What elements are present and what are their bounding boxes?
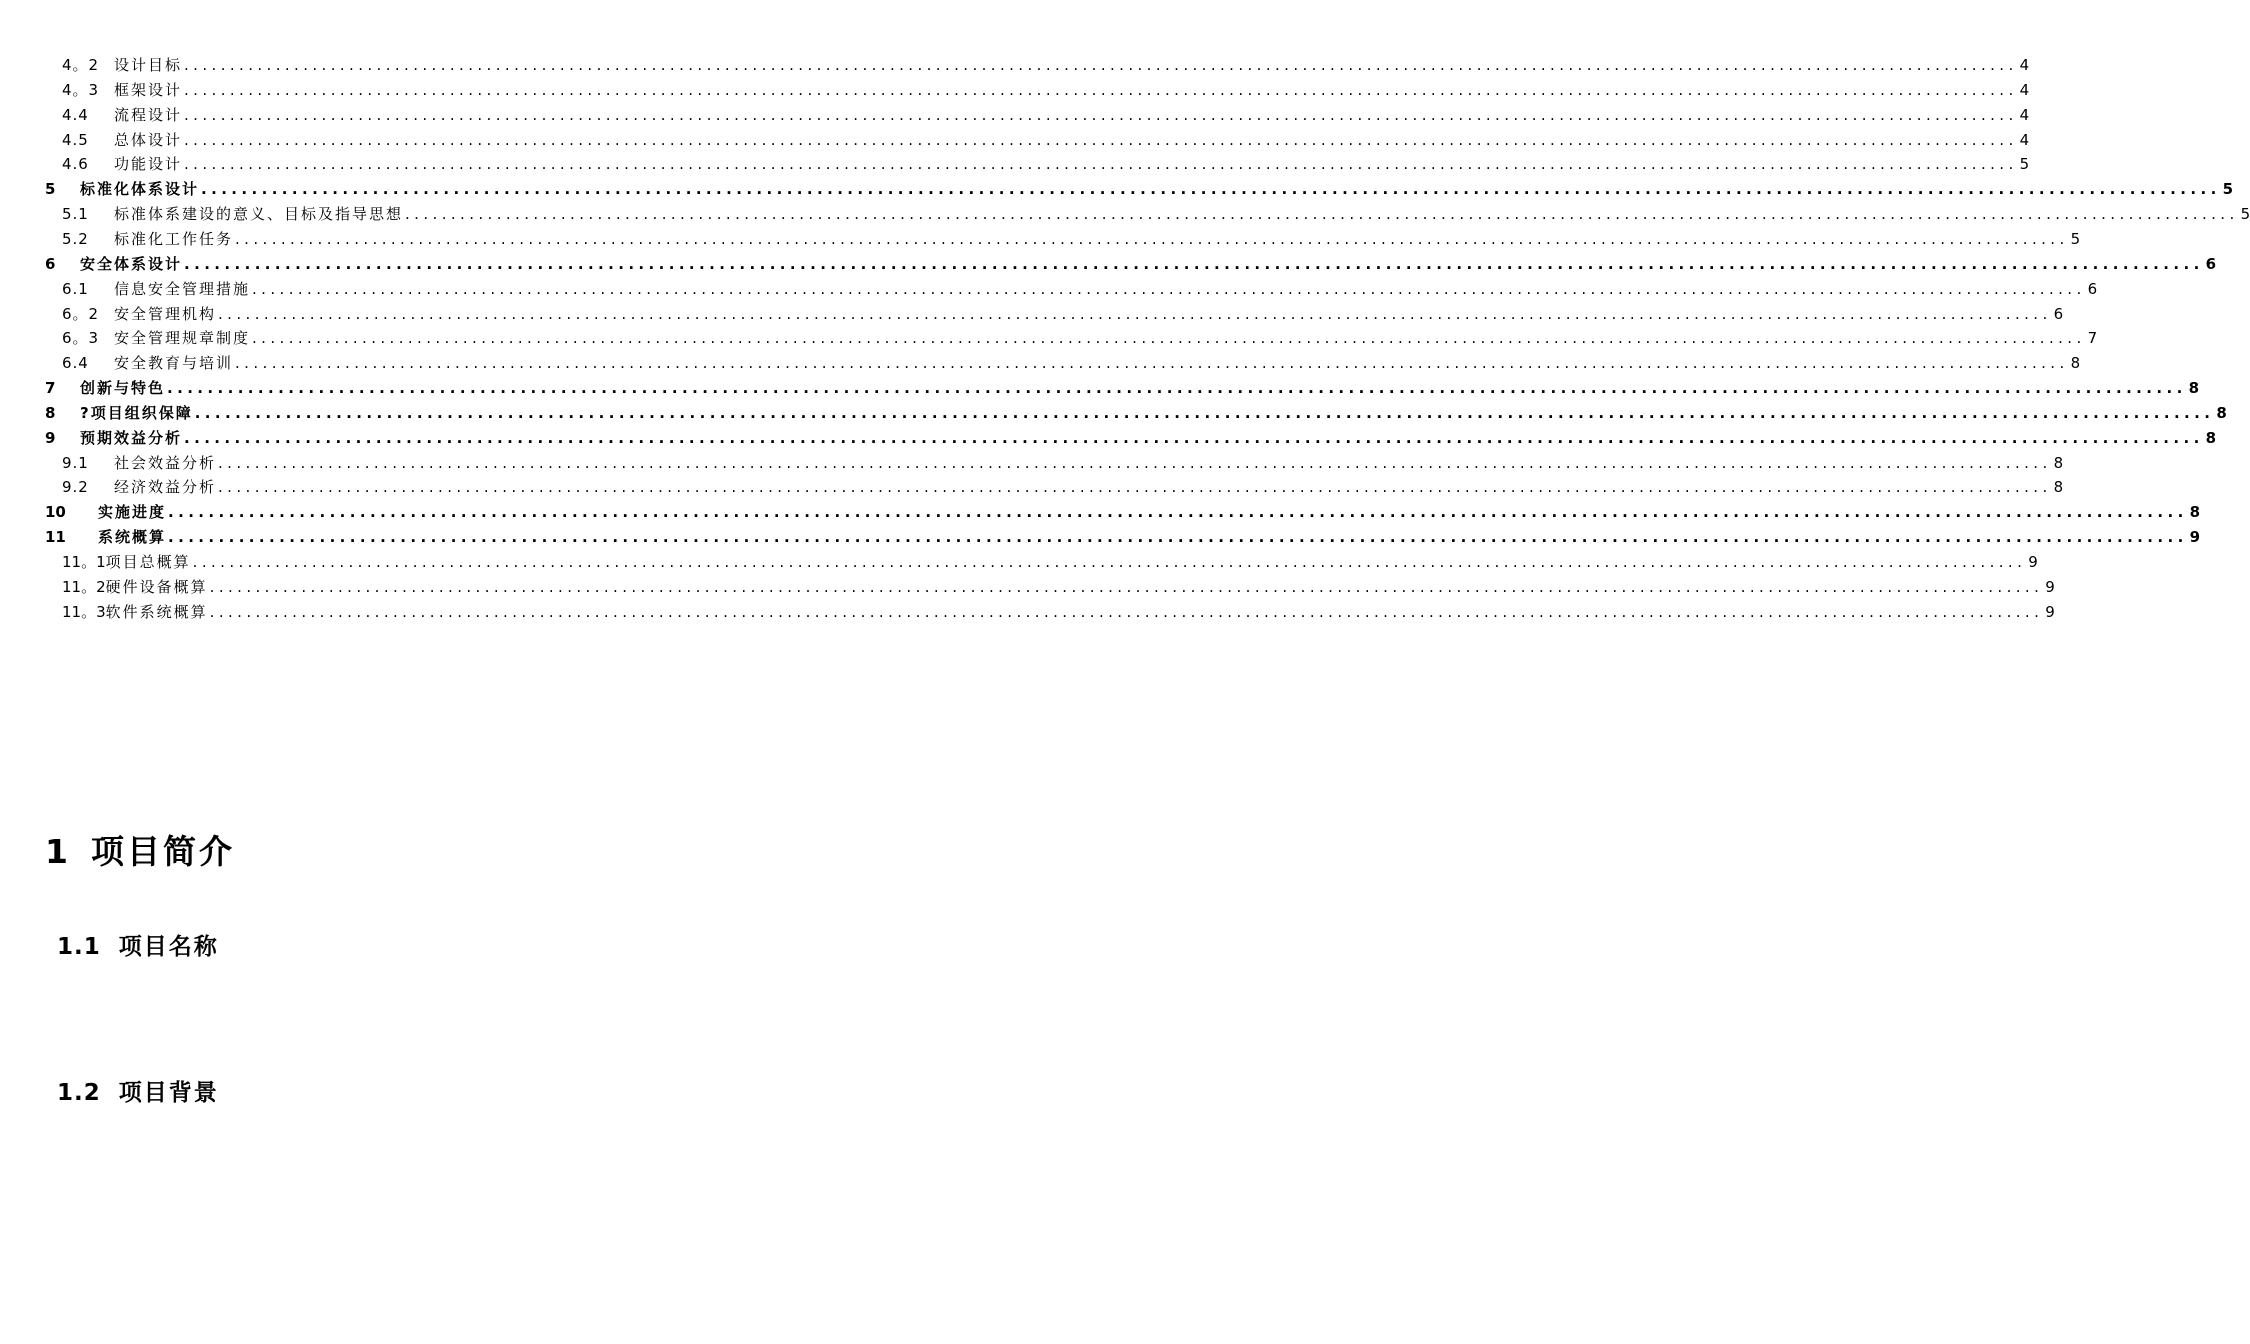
toc-dot-leader: ........................................................................................................................................................................................................ bbox=[184, 56, 2018, 74]
toc-entry-page: 5 bbox=[2070, 229, 2081, 248]
toc-entry-title: 安全教育与培训 bbox=[114, 354, 234, 373]
section-heading-1-1 bbox=[57, 928, 219, 961]
toc-dot-leader: ........................................................................................................................................................................................................ bbox=[252, 329, 2086, 348]
toc-dot-leader: ........................................................................................................................................................................................................ bbox=[218, 453, 2052, 472]
toc-entry-title: 系统概算 bbox=[98, 528, 167, 547]
toc-entry-page: 4 bbox=[2019, 130, 2030, 149]
toc-entry-title: 安全体系设计 bbox=[80, 254, 183, 273]
toc-entry-number: 6 bbox=[45, 254, 56, 273]
toc-dot-leader: ........................................................................................................................................................................................................ bbox=[184, 105, 2018, 124]
toc-entry[interactable] bbox=[62, 199, 2250, 224]
toc-entry-number: 4。3 bbox=[62, 80, 100, 99]
toc-entry[interactable] bbox=[62, 149, 2030, 174]
toc-entry-number: 5.2 bbox=[62, 229, 89, 248]
toc-entry-page: 4 bbox=[2019, 105, 2030, 124]
toc-entry-number: 11。1 bbox=[62, 553, 106, 571]
toc-dot-leader: ........................................................................................................................................................................................................ bbox=[168, 528, 2188, 547]
toc-entry[interactable] bbox=[45, 522, 2201, 547]
toc-entry-page: 8 bbox=[2070, 354, 2081, 373]
toc-entry-title: 硬件设备概算 bbox=[105, 577, 208, 596]
toc-entry-page: 4 bbox=[2019, 80, 2030, 99]
toc-dot-leader: ........................................................................................................................................................................................................ bbox=[218, 304, 2052, 323]
toc-entry-number: 6.1 bbox=[62, 279, 89, 298]
toc-entry-number: 10 bbox=[45, 503, 66, 522]
toc-entry[interactable] bbox=[62, 75, 2030, 99]
toc-dot-leader: ........................................................................................................................................................................................................ bbox=[405, 205, 2239, 224]
toc-entry-number: 9.1 bbox=[62, 453, 89, 472]
toc-entry[interactable] bbox=[45, 398, 2227, 422]
toc-entry-number: 9 bbox=[45, 428, 56, 447]
toc-dot-leader: ........................................................................................................................................................................................................ bbox=[184, 254, 2204, 273]
toc-entry-number: 9.2 bbox=[62, 478, 89, 497]
toc-entry-page: 6 bbox=[2205, 254, 2217, 273]
section-title: 项目背景 bbox=[118, 1080, 219, 1106]
toc-dot-leader: ........................................................................................................................................................................................................ bbox=[252, 279, 2086, 298]
toc-dot-leader: ........................................................................................................................................................................................................ bbox=[209, 577, 2044, 596]
section-number: 1.1 bbox=[57, 934, 101, 960]
section-number: 1.2 bbox=[57, 1080, 101, 1106]
toc-dot-leader: ........................................................................................................................................................................................................ bbox=[184, 428, 2204, 447]
toc-entry-page: 5 bbox=[2240, 205, 2250, 224]
toc-entry[interactable] bbox=[45, 249, 2217, 273]
toc-entry-title: 软件系统概算 bbox=[105, 602, 208, 621]
toc-entry-page: 8 bbox=[2053, 453, 2064, 472]
toc-entry-number: 6。3 bbox=[62, 329, 100, 348]
toc-dot-leader: ........................................................................................................................................................................................................ bbox=[167, 379, 2187, 398]
toc-dot-leader: ........................................................................................................................................................................................................ bbox=[192, 553, 2027, 571]
toc-entry[interactable] bbox=[45, 497, 2201, 522]
toc-entry-number: 5 bbox=[45, 180, 56, 199]
toc-entry-title: 创新与特色 bbox=[80, 379, 166, 398]
toc-entry-number: 4.5 bbox=[62, 130, 89, 149]
toc-entry-title: 预期效益分析 bbox=[80, 428, 183, 447]
toc-entry-number: 11。2 bbox=[62, 577, 106, 596]
toc-dot-leader: ........................................................................................................................................................................................................ bbox=[184, 80, 2018, 99]
toc-dot-leader: ........................................................................................................................................................................................................ bbox=[218, 478, 2052, 497]
toc-entry[interactable] bbox=[62, 572, 2055, 596]
toc-entry-title: 安全管理机构 bbox=[114, 304, 217, 323]
toc-entry-page: 4 bbox=[2019, 56, 2030, 74]
section-heading-1-2 bbox=[57, 1074, 219, 1107]
section-number: 1 bbox=[45, 832, 71, 871]
toc-entry-title: 设计目标 bbox=[114, 56, 183, 74]
toc-entry-number: 4.6 bbox=[62, 155, 89, 174]
toc-dot-leader: ........................................................................................................................................................................................................ bbox=[194, 403, 2215, 422]
toc-entry-page: 8 bbox=[2216, 403, 2227, 422]
toc-entry-page: 8 bbox=[2188, 379, 2200, 398]
toc-entry-title: 项目总概算 bbox=[105, 553, 191, 571]
toc-entry-number: 5.1 bbox=[62, 205, 89, 224]
toc-entry-title: 总体设计 bbox=[114, 130, 183, 149]
toc-entry-title: 标准化体系设计 bbox=[80, 180, 200, 199]
toc-entry[interactable] bbox=[45, 174, 2234, 199]
toc-entry-title: 信息安全管理措施 bbox=[114, 279, 251, 298]
toc-entry-title: 标准体系建设的意义、目标及指导思想 bbox=[114, 205, 404, 224]
toc-entry[interactable] bbox=[62, 472, 2064, 497]
toc-entry-number: 7 bbox=[45, 379, 56, 398]
toc-entry[interactable] bbox=[62, 50, 2030, 74]
toc-entry-page: 5 bbox=[2019, 155, 2030, 174]
toc-entry-number: 11。3 bbox=[62, 602, 106, 621]
toc-dot-leader: ........................................................................................................................................................................................................ bbox=[184, 155, 2018, 174]
toc-entry[interactable] bbox=[62, 125, 2030, 149]
toc-dot-leader: ........................................................................................................................................................................................................ bbox=[184, 130, 2018, 149]
toc-entry-page: 6 bbox=[2087, 279, 2098, 298]
toc-entry[interactable] bbox=[62, 323, 2098, 348]
toc-entry-number: 4.4 bbox=[62, 105, 89, 124]
toc-entry[interactable] bbox=[62, 547, 2038, 571]
toc-dot-leader: ........................................................................................................................................................................................................ bbox=[235, 229, 2069, 248]
toc-entry-number: 4。2 bbox=[62, 56, 100, 74]
toc-entry[interactable] bbox=[62, 224, 2081, 248]
toc-entry[interactable] bbox=[62, 274, 2098, 298]
toc-entry-page: 9 bbox=[2045, 577, 2055, 596]
toc-entry-title: 功能设计 bbox=[114, 155, 183, 174]
toc-entry[interactable] bbox=[45, 373, 2200, 398]
toc-dot-leader: ........................................................................................................................................................................................................ bbox=[235, 354, 2069, 373]
toc-entry[interactable] bbox=[62, 100, 2030, 124]
toc-entry-title: 社会效益分析 bbox=[114, 453, 217, 472]
toc-entry-number: 8 bbox=[45, 403, 56, 422]
toc-entry-page: 9 bbox=[2028, 553, 2038, 571]
toc-entry-page: 8 bbox=[2053, 478, 2064, 497]
toc-entry-page: 9 bbox=[2189, 528, 2201, 547]
toc-entry-page: 8 bbox=[2205, 428, 2217, 447]
toc-dot-leader: ........................................................................................................................................................................................................ bbox=[168, 503, 2188, 522]
toc-entry-page: 7 bbox=[2087, 329, 2098, 348]
section-title: 项目简介 bbox=[90, 832, 235, 871]
toc-entry-number: 11 bbox=[45, 528, 66, 547]
toc-entry[interactable] bbox=[62, 348, 2081, 373]
toc-entry-title: 安全管理规章制度 bbox=[114, 329, 251, 348]
toc-entry-title: 实施进度 bbox=[98, 503, 167, 522]
toc-entry-page: 9 bbox=[2045, 602, 2055, 621]
toc-entry-page: 5 bbox=[2222, 180, 2234, 199]
section-heading-1 bbox=[45, 826, 235, 873]
toc-entry[interactable] bbox=[62, 597, 2055, 621]
toc-dot-leader: ........................................................................................................................................................................................................ bbox=[201, 180, 2221, 199]
section-title: 项目名称 bbox=[118, 934, 219, 960]
toc-entry-page: 6 bbox=[2053, 304, 2064, 323]
toc-dot-leader: ........................................................................................................................................................................................................ bbox=[209, 602, 2044, 621]
toc-entry-number: 6.4 bbox=[62, 354, 89, 373]
toc-entry-title: 标准化工作任务 bbox=[114, 229, 234, 248]
toc-entry-title: 框架设计 bbox=[114, 80, 183, 99]
toc-entry-title: 流程设计 bbox=[114, 105, 183, 124]
toc-entry-number: 6。2 bbox=[62, 304, 100, 323]
toc-entry-title: ?项目组织保障 bbox=[80, 403, 193, 422]
toc-entry-title: 经济效益分析 bbox=[114, 478, 217, 497]
toc-entry-page: 8 bbox=[2189, 503, 2201, 522]
toc-entry[interactable] bbox=[62, 299, 2064, 323]
toc-entry[interactable] bbox=[62, 448, 2064, 472]
toc-entry[interactable] bbox=[45, 423, 2217, 447]
